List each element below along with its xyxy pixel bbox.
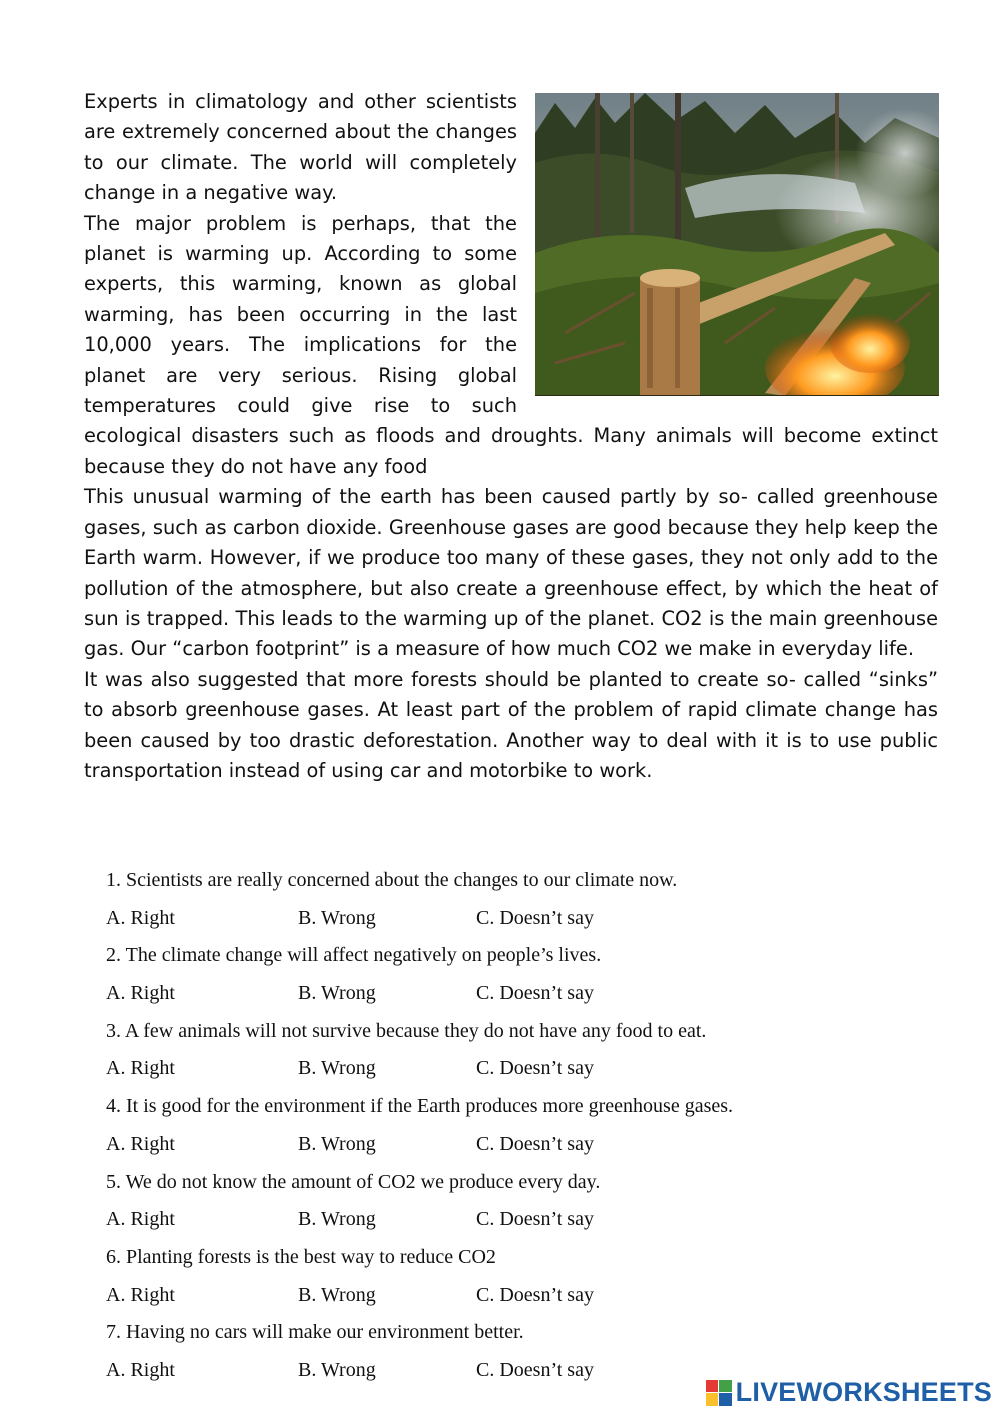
question-4-option-a[interactable]: A. Right xyxy=(106,1132,175,1155)
question-7-option-c[interactable]: C. Doesn’t say xyxy=(476,1358,594,1381)
question-5-options xyxy=(106,1201,906,1239)
question-2-option-a[interactable]: A. Right xyxy=(106,982,175,1005)
passage-paragraph: The major problem is perhaps, that the planet is warming up. According to some experts, this warming, known as global warming, has been occurring in the last 10,000 years. The implications for the planet are very serious. Rising global temperatures could give rise to such ecological disasters such as floods and droughts. Many animals will become extinct because they do not have any food xyxy=(84,211,938,478)
question-5-option-b[interactable]: B. Wrong xyxy=(298,1208,376,1231)
liveworksheets-logo-icon xyxy=(706,1380,732,1406)
question-3-text: 3. A few animals will not survive because they do not have any food to eat. xyxy=(106,1019,707,1042)
passage-paragraph: This unusual warming of the earth has been caused partly by so- called greenhouse gases, such as carbon dioxide. Greenhouse gases are good because they help keep the Earth warm. However, if we produce too many of these gases, they not only add to the pollution of the atmosphere, but also create a greenhouse effect, by which the heat of sun is trapped. This leads to the warming up of the planet. CO2 is the main greenhouse gas. Our “carbon footprint” is a measure of how much CO2 we make in everyday life. xyxy=(84,485,938,661)
question-6-option-c[interactable]: C. Doesn’t say xyxy=(476,1283,594,1306)
question-4-option-c[interactable]: C. Doesn’t say xyxy=(476,1132,594,1155)
question-list xyxy=(106,862,906,1390)
question-5-option-c[interactable]: C. Doesn’t say xyxy=(476,1208,594,1231)
question-2-option-b[interactable]: B. Wrong xyxy=(298,982,376,1005)
question-2-text: 2. The climate change will affect negatively on people’s lives. xyxy=(106,944,602,967)
question-7-text: 7. Having no cars will make our environment better. xyxy=(106,1321,524,1344)
question-3-options xyxy=(106,1050,906,1088)
question-6-options xyxy=(106,1277,906,1315)
deforestation-fire-illustration xyxy=(535,93,939,396)
question-1-text: 1. Scientists are really concerned about the changes to our climate now. xyxy=(106,869,678,891)
question-4-text: 4. It is good for the environment if the Earth produces more greenhouse gases. xyxy=(106,1095,734,1118)
question-4-options xyxy=(106,1126,906,1164)
question-1-option-a[interactable]: A. Right xyxy=(106,906,175,929)
question-2-option-c[interactable]: C. Doesn’t say xyxy=(476,982,594,1005)
passage-paragraph: Experts in climatology and other scientists are extremely concerned about the changes to our climate. The world will completely change in a negative way. xyxy=(84,90,517,205)
reading-passage xyxy=(84,87,938,786)
deforestation-fire-photo xyxy=(535,93,939,396)
question-7-option-a[interactable]: A. Right xyxy=(106,1358,175,1381)
question-6-text: 6. Planting forests is the best way to reduce CO2 xyxy=(106,1245,496,1268)
question-5-text: 5. We do not know the amount of CO2 we produce every day. xyxy=(106,1170,601,1193)
question-3-option-b[interactable]: B. Wrong xyxy=(298,1057,376,1080)
question-6-option-a[interactable]: A. Right xyxy=(106,1283,175,1306)
question-5-option-a[interactable]: A. Right xyxy=(106,1208,175,1231)
question-1-option-c[interactable]: C. Doesn’t say xyxy=(476,906,594,929)
question-6-option-b[interactable]: B. Wrong xyxy=(298,1283,376,1306)
question-4-option-b[interactable]: B. Wrong xyxy=(298,1132,376,1155)
liveworksheets-logo-text: LIVEWORKSHEETS xyxy=(735,1377,992,1407)
question-1-option-b[interactable]: B. Wrong xyxy=(298,906,376,929)
question-1-options xyxy=(106,900,906,938)
question-7-option-b[interactable]: B. Wrong xyxy=(298,1358,376,1381)
question-3-option-a[interactable]: A. Right xyxy=(106,1057,175,1080)
question-2-options xyxy=(106,975,906,1013)
question-3-option-c[interactable]: C. Doesn’t say xyxy=(476,1057,594,1080)
liveworksheets-logo[interactable] xyxy=(706,1377,992,1408)
passage-paragraph: It was also suggested that more forests should be planted to create so- called “sinks” to absorb greenhouse gases. At least part of the problem of rapid climate change has been caused by too drastic deforestation. Another way to deal with it is to use public transportation instead of using car and motorbike to work. xyxy=(84,667,938,782)
